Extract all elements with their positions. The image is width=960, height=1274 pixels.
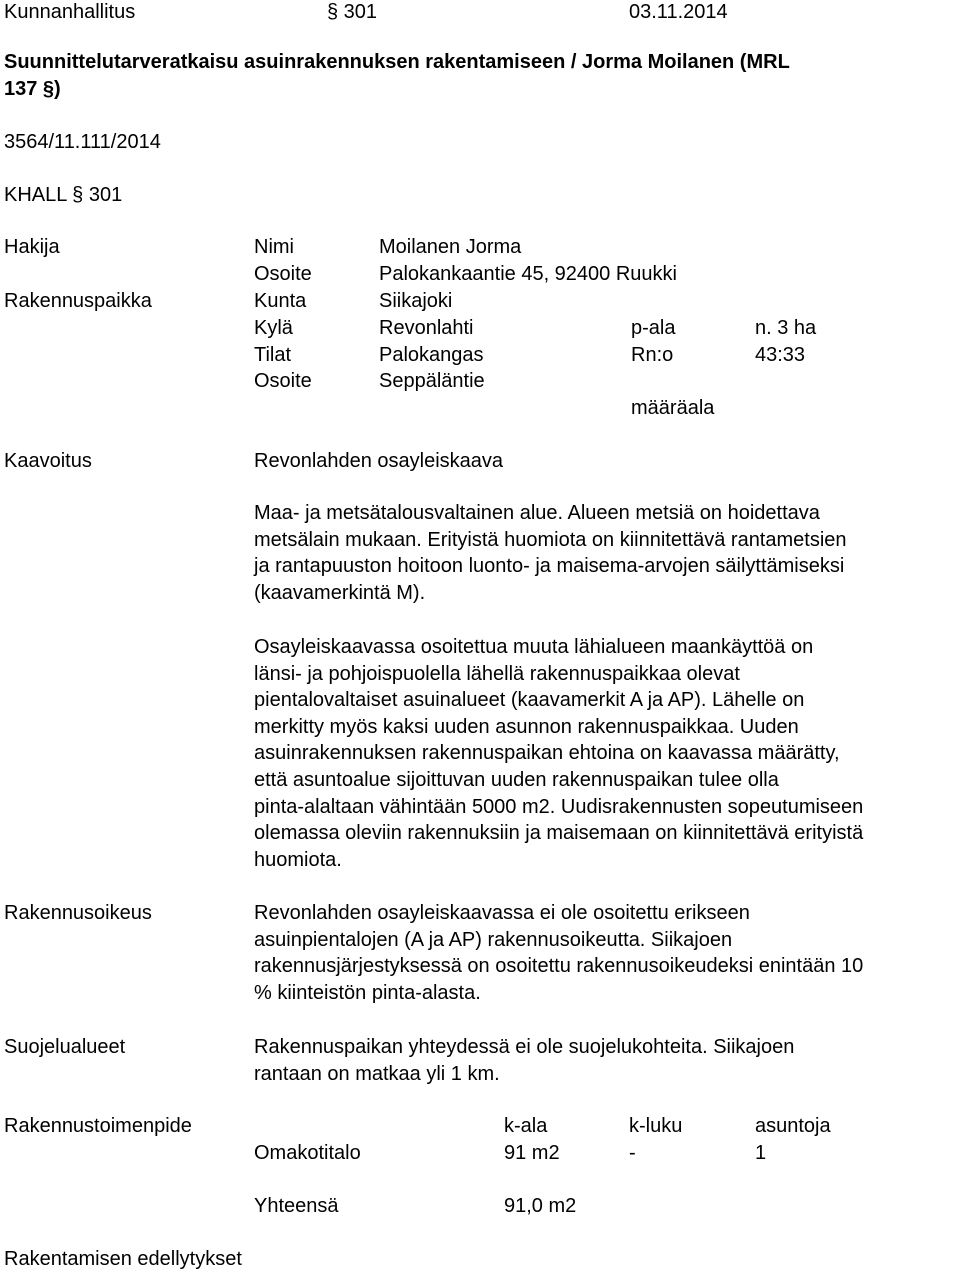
site-label: Rakennuspaikka bbox=[4, 290, 152, 312]
measure-total-label: Yhteensä bbox=[254, 1195, 339, 1217]
text-line: että asuntoalue sijoittuvan uuden rakennuspaikan tulee olla bbox=[254, 768, 779, 791]
protection-label: Suojelualueet bbox=[4, 1036, 126, 1058]
site-area-label: p-ala bbox=[631, 317, 676, 339]
site-village: Revonlahti bbox=[379, 317, 474, 339]
text-line: merkitty myös kaksi uuden asunnon rakennuspaikkaa. Uuden bbox=[254, 715, 799, 738]
site-area: n. 3 ha bbox=[755, 317, 817, 339]
khall-section: KHALL § 301 bbox=[4, 184, 123, 206]
text-line: huomiota. bbox=[254, 848, 342, 871]
text-line: Maa- ja metsätalousvaltainen alue. Alueen metsiä on hoidettava bbox=[254, 502, 820, 524]
measure-row-area: 91 m2 bbox=[504, 1142, 560, 1164]
text-line: rantaan on matkaa yli 1 km. bbox=[254, 1062, 500, 1085]
diary-number: 3564/11.111/2014 bbox=[4, 131, 161, 153]
text-line: asuinrakennuksen rakennuspaikan ehtoina on kaavassa määrätty, bbox=[254, 742, 840, 765]
site-extra: määräala bbox=[631, 397, 715, 419]
building-right-label: Rakennusoikeus bbox=[4, 902, 152, 924]
page-title-line-2: 137 §) bbox=[4, 78, 61, 100]
text-line: asuinpientalojen (A ja AP) rakennusoikeutta. Siikajoen bbox=[254, 928, 733, 951]
text-line: olemassa oleviin rakennuksiin ja maisemaan on kiinnitettävä erityistä bbox=[254, 822, 864, 845]
measure-col-area: k-ala bbox=[504, 1115, 548, 1137]
measure-col-ratio: k-luku bbox=[629, 1115, 683, 1137]
text-line: pinta-alaltaan vähintään 5000 m2. Uudisrakennusten sopeutumiseen bbox=[254, 795, 864, 818]
measure-label: Rakennustoimenpide bbox=[4, 1115, 192, 1137]
site-estate-label: Tilat bbox=[254, 344, 292, 366]
applicant-name: Moilanen Jorma bbox=[379, 236, 522, 258]
text-line: rakennusjärjestyksessä on osoitettu rakennusoikeudeksi enintään 10 bbox=[254, 955, 864, 978]
measure-row-ratio: - bbox=[629, 1142, 636, 1164]
text-line: Osayleiskaavassa osoitettua muuta lähialueen maankäyttöä on bbox=[254, 636, 814, 658]
site-address: Seppäläntie bbox=[379, 370, 485, 392]
text-line: pientalovaltaiset asuinalueet (kaavamerkit A ja AP). Lähelle on bbox=[254, 689, 805, 712]
site-village-label: Kylä bbox=[254, 317, 293, 339]
header-body: Kunnanhallitus bbox=[4, 1, 136, 23]
text-line: Revonlahden osayleiskaavassa ei ole osoitettu erikseen bbox=[254, 902, 750, 924]
protection-text bbox=[254, 1034, 960, 1087]
applicant-address-label: Osoite bbox=[254, 263, 312, 285]
header-date: 03.11.2014 bbox=[629, 1, 728, 23]
site-rn-label: Rn:o bbox=[631, 344, 674, 366]
zoning-paragraph-2 bbox=[254, 634, 960, 873]
measure-col-units: asuntoja bbox=[755, 1115, 831, 1137]
text-line: länsi- ja pohjoispuolella lähellä rakennuspaikkaa olevat bbox=[254, 662, 740, 685]
measure-row-type: Omakotitalo bbox=[254, 1142, 361, 1164]
text-line: ja rantapuuston hoitoon luonto- ja maisema-arvojen säilyttämiseksi bbox=[254, 555, 845, 578]
site-address-label: Osoite bbox=[254, 370, 312, 392]
text-line: Rakennuspaikan yhteydessä ei ole suojelukohteita. Siikajoen bbox=[254, 1036, 795, 1058]
text-line: metsälain mukaan. Erityistä huomiota on kiinnitettävä rantametsien bbox=[254, 528, 847, 551]
zoning-plan: Revonlahden osayleiskaava bbox=[254, 450, 504, 472]
site-rn: 43:33 bbox=[755, 344, 806, 366]
measure-total-area: 91,0 m2 bbox=[504, 1195, 577, 1217]
applicant-label: Hakija bbox=[4, 236, 60, 258]
building-right-text bbox=[254, 900, 960, 1006]
conditions-label: Rakentamisen edellytykset bbox=[4, 1248, 242, 1270]
applicant-name-label: Nimi bbox=[254, 236, 294, 258]
text-line: (kaavamerkintä M). bbox=[254, 581, 426, 604]
text-line: % kiinteistön pinta-alasta. bbox=[254, 981, 481, 1004]
site-municipality-label: Kunta bbox=[254, 290, 307, 312]
header-section: § 301 bbox=[327, 1, 378, 23]
zoning-paragraph-1 bbox=[254, 500, 960, 606]
zoning-label: Kaavoitus bbox=[4, 450, 92, 472]
site-estate: Palokangas bbox=[379, 344, 484, 366]
applicant-address: Palokankaantie 45, 92400 Ruukki bbox=[379, 263, 677, 285]
site-municipality: Siikajoki bbox=[379, 290, 453, 312]
page-title-line-1: Suunnittelutarveratkaisu asuinrakennuksen rakentamiseen / Jorma Moilanen (MRL bbox=[4, 51, 790, 73]
measure-row-units: 1 bbox=[755, 1142, 767, 1164]
